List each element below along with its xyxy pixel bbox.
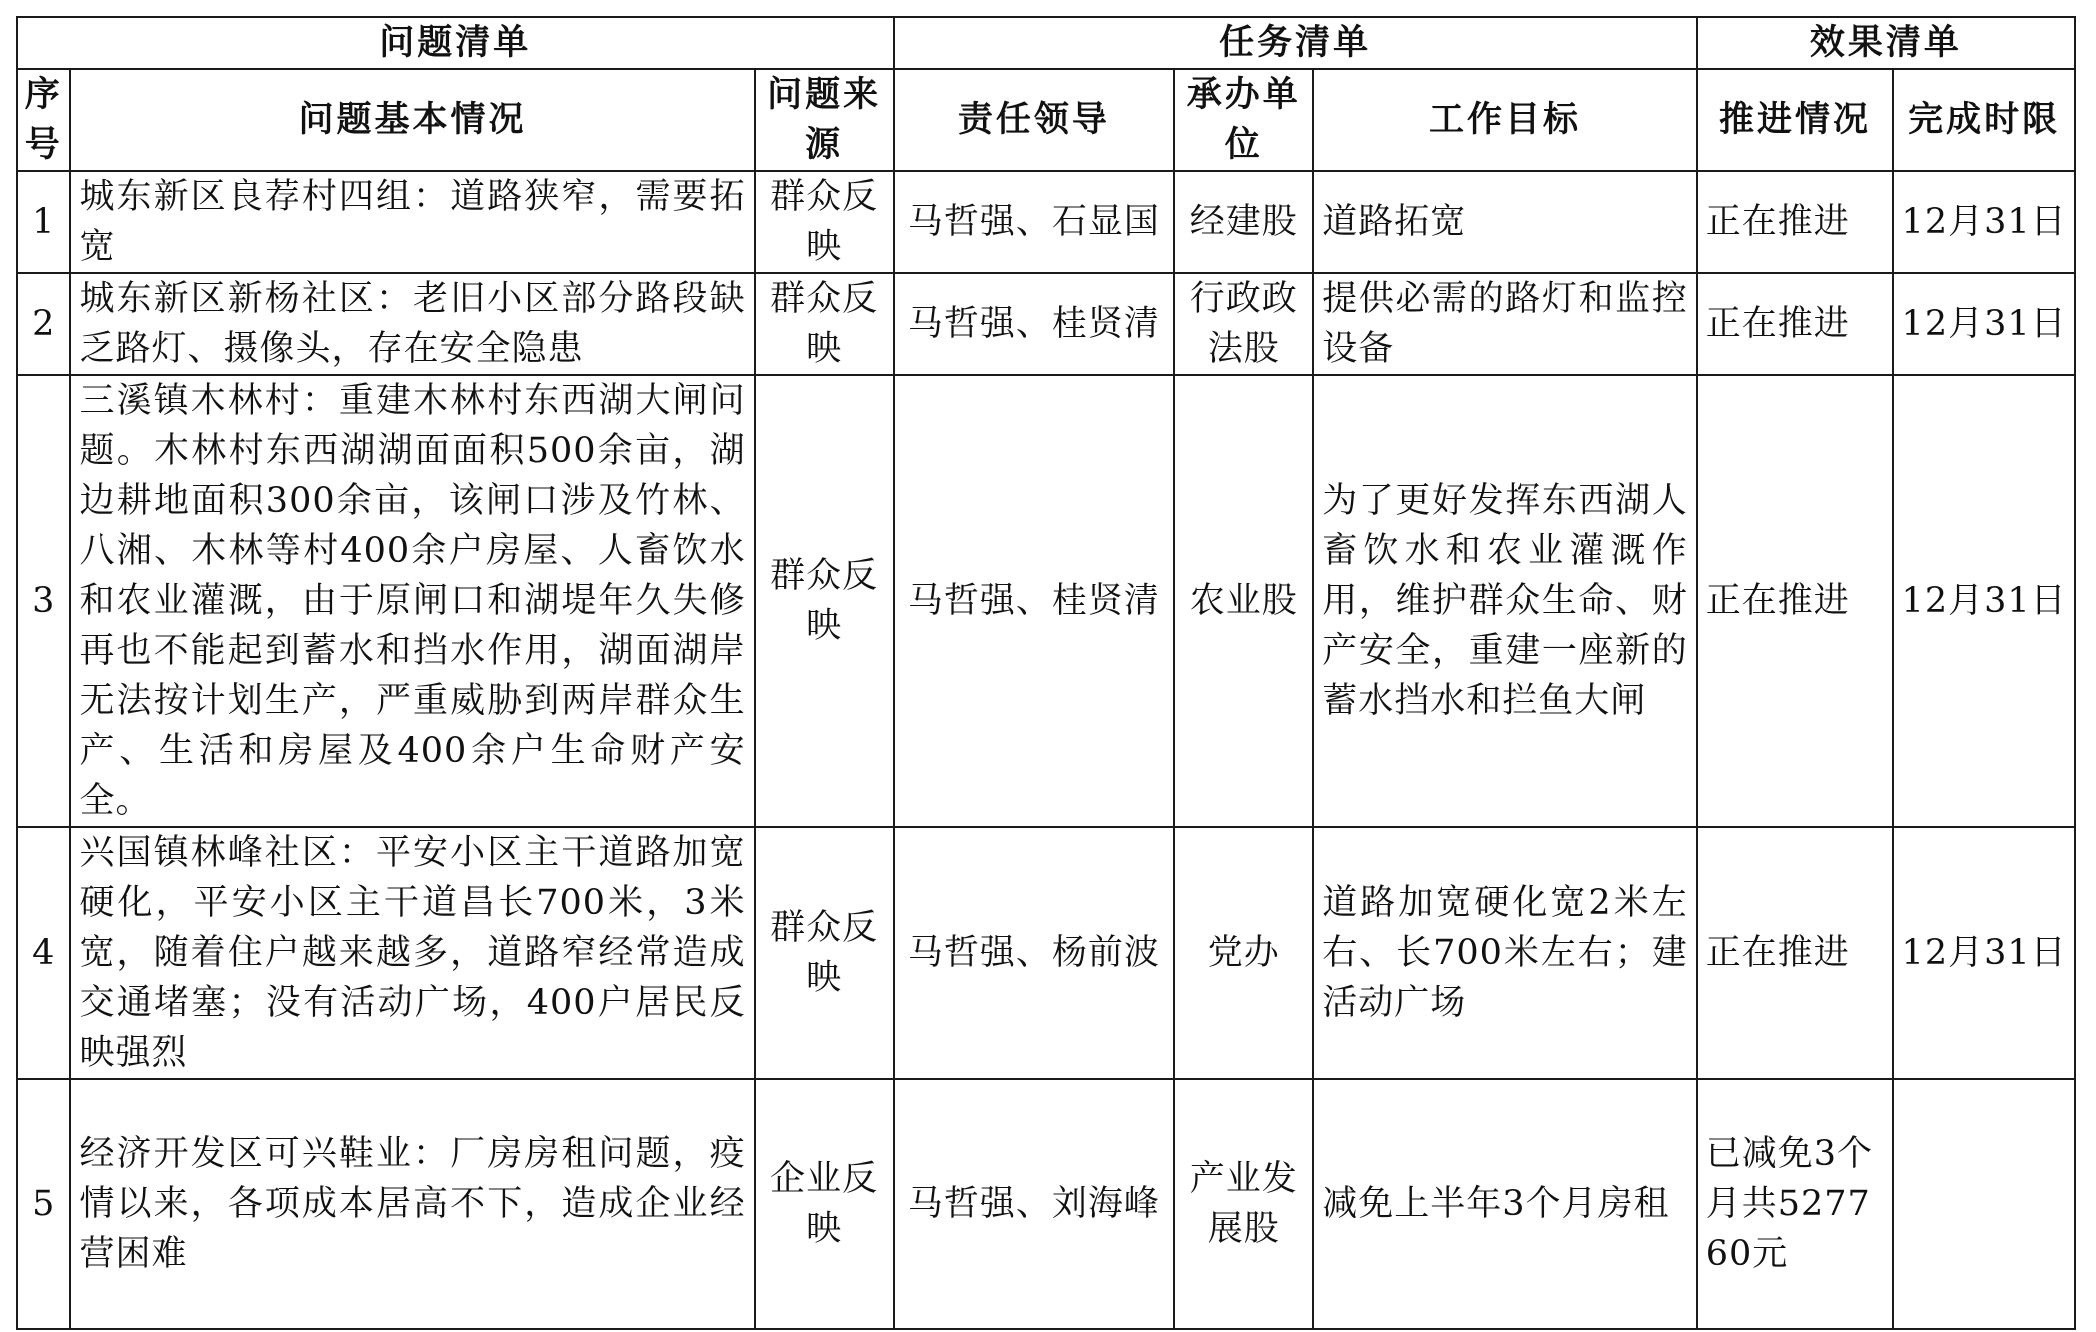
row-index: 4 [17,827,70,1079]
row-index: 2 [17,273,70,375]
row-source: 群众反映 [755,273,894,375]
row-source: 群众反映 [755,827,894,1079]
row-source: 群众反映 [755,171,894,273]
row-goal: 道路拓宽 [1313,171,1697,273]
row-progress: 正在推进 [1697,827,1893,1079]
column-header-row [17,69,2075,171]
row-progress: 已减免3个月共527760元 [1697,1079,1893,1329]
col-unit-header: 承办单位 [1174,69,1313,171]
table-row [17,273,2075,375]
table-row [17,827,2075,1079]
row-leader: 马哲强、桂贤清 [894,375,1175,827]
col-deadline-header: 完成时限 [1893,69,2075,171]
section-header-row [17,17,2075,69]
row-situation: 兴国镇林峰社区：平安小区主干道路加宽硬化，平安小区主干道昌长700米，3米宽，随着住户越来越多，道路窄经常造成交通堵塞；没有活动广场，400户居民反映强烈 [70,827,754,1079]
section-problems: 问题清单 [17,17,894,69]
row-deadline: 12月31日 [1893,273,2075,375]
row-goal: 减免上半年3个月房租 [1313,1079,1697,1329]
row-goal: 提供必需的路灯和监控设备 [1313,273,1697,375]
row-deadline [1893,1079,2075,1329]
row-index: 5 [17,1079,70,1329]
row-unit: 产业发展股 [1174,1079,1313,1329]
col-progress-header: 推进情况 [1697,69,1893,171]
row-situation: 城东新区新杨社区：老旧小区部分路段缺乏路灯、摄像头，存在安全隐患 [70,273,754,375]
row-index: 1 [17,171,70,273]
section-effects: 效果清单 [1697,17,2075,69]
row-unit: 党办 [1174,827,1313,1079]
row-situation: 城东新区良荐村四组：道路狭窄，需要拓宽 [70,171,754,273]
col-index-header: 序号 [17,69,70,171]
row-goal: 道路加宽硬化宽2米左右、长700米左右；建活动广场 [1313,827,1697,1079]
row-leader: 马哲强、刘海峰 [894,1079,1175,1329]
col-leader-header: 责任领导 [894,69,1175,171]
section-tasks: 任务清单 [894,17,1697,69]
row-progress: 正在推进 [1697,171,1893,273]
problem-task-effect-table [16,16,2076,1330]
table-row [17,1079,2075,1329]
row-unit: 行政政法股 [1174,273,1313,375]
col-situation-header: 问题基本情况 [70,69,754,171]
row-source: 群众反映 [755,375,894,827]
row-goal: 为了更好发挥东西湖人畜饮水和农业灌溉作用，维护群众生命、财产安全，重建一座新的蓄水挡水和拦鱼大闸 [1313,375,1697,827]
row-deadline: 12月31日 [1893,375,2075,827]
row-deadline: 12月31日 [1893,171,2075,273]
table-row [17,171,2075,273]
row-progress: 正在推进 [1697,273,1893,375]
row-progress: 正在推进 [1697,375,1893,827]
row-unit: 经建股 [1174,171,1313,273]
col-goal-header: 工作目标 [1313,69,1697,171]
col-source-header: 问题来源 [755,69,894,171]
row-leader: 马哲强、杨前波 [894,827,1175,1079]
row-situation: 经济开发区可兴鞋业：厂房房租问题，疫情以来，各项成本居高不下，造成企业经营困难 [70,1079,754,1329]
row-situation: 三溪镇木林村：重建木林村东西湖大闸问题。木林村东西湖湖面面积500余亩，湖边耕地面积300余亩，该闸口涉及竹林、八湘、木林等村400余户房屋、人畜饮水和农业灌溉，由于原闸口和湖堤年久失修再也不能起到蓄水和挡水作用，湖面湖岸无法按计划生产，严重威胁到两岸群众生产、生活和房屋及400余户生命财产安全。 [70,375,754,827]
table-row [17,375,2075,827]
row-deadline: 12月31日 [1893,827,2075,1079]
row-leader: 马哲强、桂贤清 [894,273,1175,375]
row-index: 3 [17,375,70,827]
row-leader: 马哲强、石显国 [894,171,1175,273]
row-unit: 农业股 [1174,375,1313,827]
row-source: 企业反映 [755,1079,894,1329]
